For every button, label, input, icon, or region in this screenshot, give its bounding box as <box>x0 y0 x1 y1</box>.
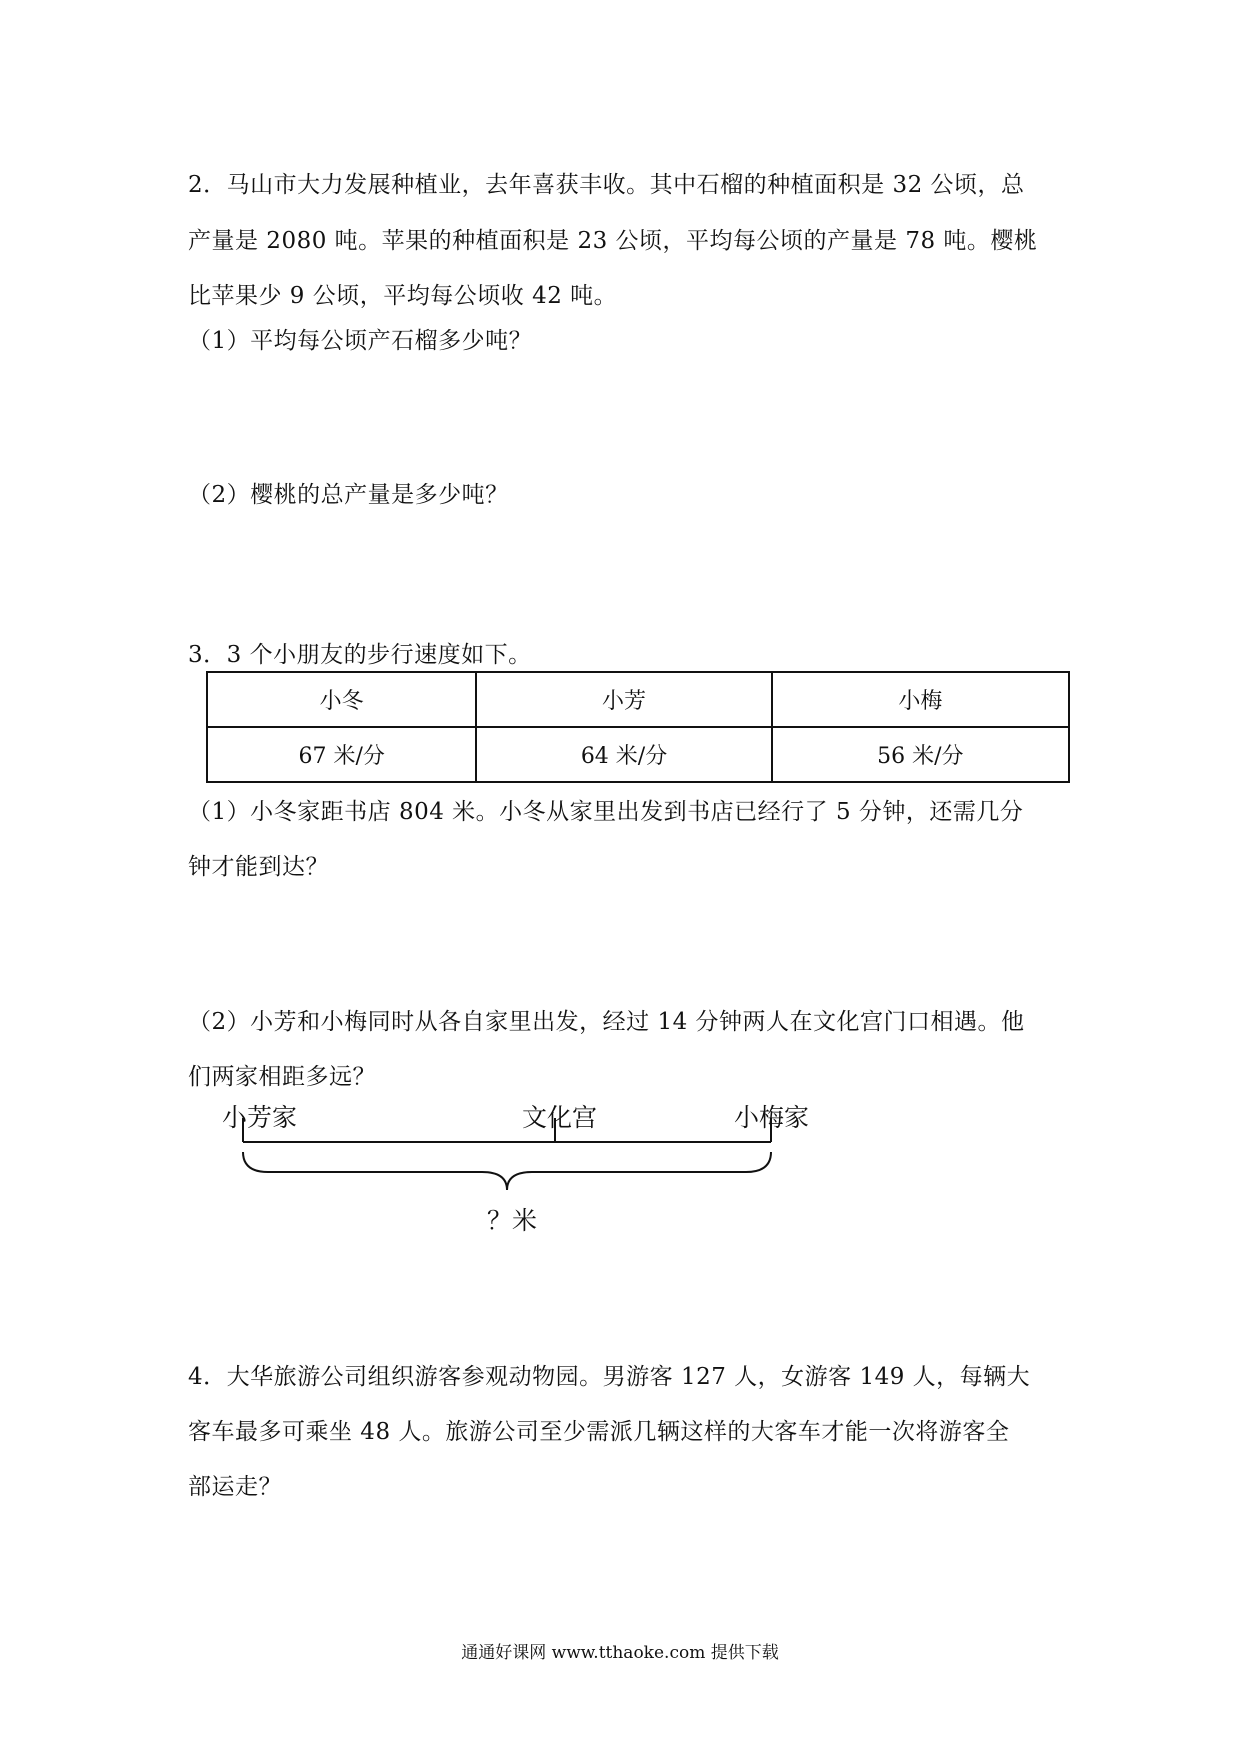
brace <box>243 1152 771 1190</box>
table-cell-speed: 64 米/分 <box>476 727 771 782</box>
label-xiaomei-home: 小梅家 <box>734 1103 810 1132</box>
label-total-distance: ？米 <box>487 1206 538 1235</box>
problem-4-line-1: 4．大华旅游公司组织游客参观动物园。男游客 127 人，女游客 149 人，每辆大 <box>188 1364 1031 1390</box>
table-cell-name: 小冬 <box>207 672 476 727</box>
table-cell-speed: 56 米/分 <box>772 727 1069 782</box>
problem-2-line-3: 比苹果少 9 公顷，平均每公顷收 42 吨。 <box>188 283 618 309</box>
problem-3-intro: 3．3 个小朋友的步行速度如下。 <box>188 642 532 668</box>
footer-text: 通通好课网 www.tthaoke.com 提供下载 <box>461 1643 779 1663</box>
table-cell-name: 小梅 <box>772 672 1069 727</box>
label-xiaofang-home: 小芳家 <box>222 1103 298 1132</box>
table-cell-speed: 67 米/分 <box>207 727 476 782</box>
problem-2-question-1: （1）平均每公顷产石榴多少吨？ <box>188 328 533 354</box>
problem-2-question-2: （2）樱桃的总产量是多少吨？ <box>188 482 509 508</box>
problem-3-question-1-line-2: 钟才能到达？ <box>188 854 329 880</box>
table-cell-name: 小芳 <box>476 672 771 727</box>
problem-3-question-2-line-1: （2）小芳和小梅同时从各自家里出发，经过 14 分钟两人在文化宫门口相遇。他 <box>188 1009 1025 1035</box>
label-cultural-palace: 文化宫 <box>522 1103 598 1132</box>
problem-2-line-1: 2．马山市大力发展种植业，去年喜获丰收。其中石榴的种植面积是 32 公顷，总 <box>188 172 1025 198</box>
problem-3-question-2-line-2: 们两家相距多远？ <box>188 1064 376 1090</box>
problem-3-question-1-line-1: （1）小冬家距书店 804 米。小冬从家里出发到书店已经行了 5 分钟，还需几分 <box>188 799 1024 825</box>
problem-4-line-3: 部运走？ <box>188 1474 282 1500</box>
problem-2-line-2: 产量是 2080 吨。苹果的种植面积是 23 公顷，平均每公顷的产量是 78 吨。樱桃 <box>188 228 1038 254</box>
problem-4-line-2: 客车最多可乘坐 48 人。旅游公司至少需派几辆这样的大客车才能一次将游客全 <box>188 1419 1010 1445</box>
